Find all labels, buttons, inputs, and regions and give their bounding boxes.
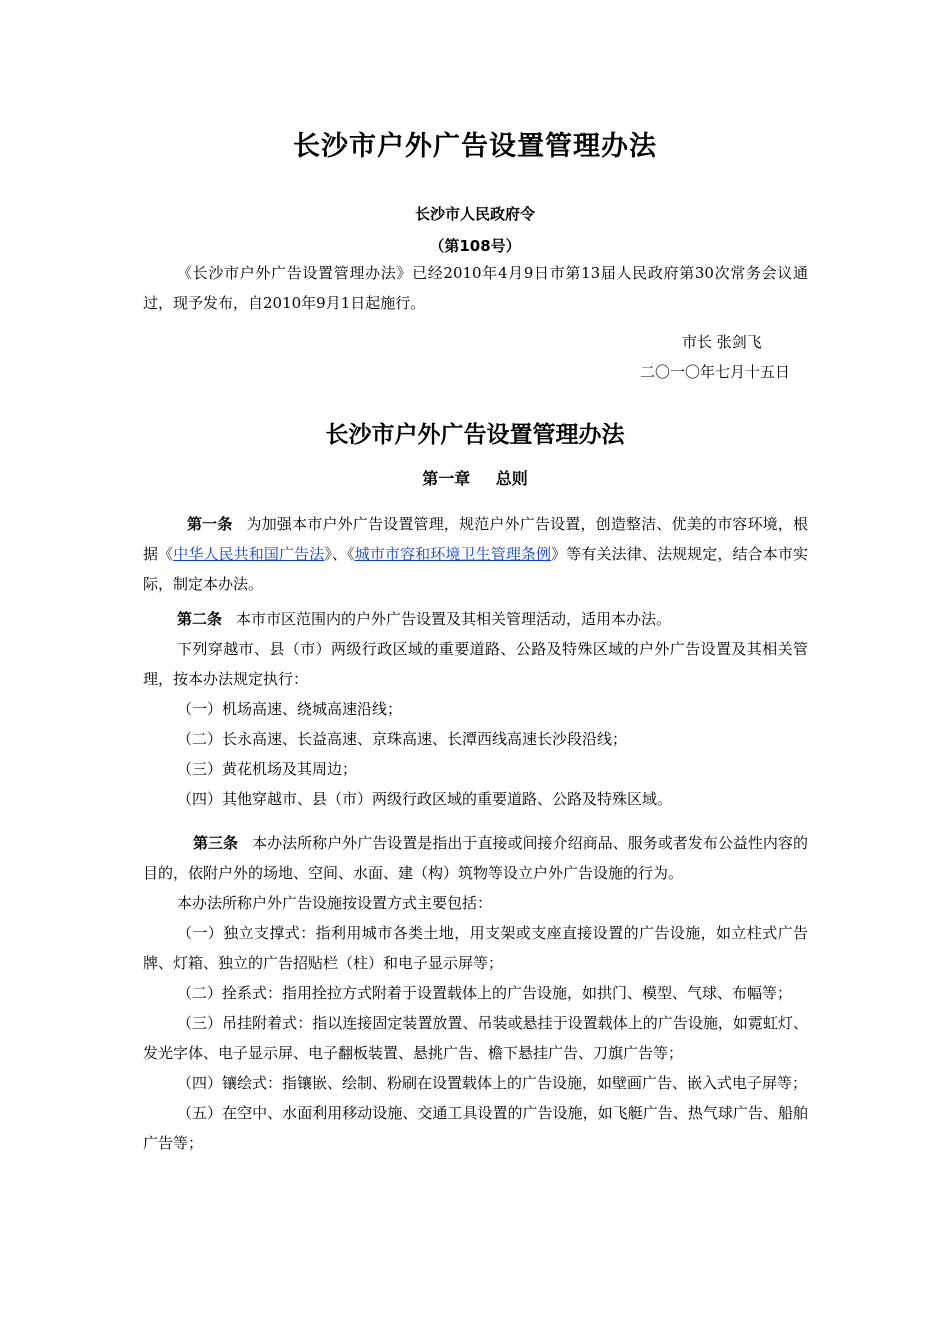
decree-date: 二〇一〇年七月十五日 [640,363,791,381]
document-title: 长沙市户外广告设置管理办法 [325,422,625,448]
article-3-item: （三）吊挂附着式：指以连接固定装置放置、吊装或悬挂于设置载体上的广告设施，如霓虹灯、发光字体、电子显示屏、电子翻板装置、悬挑广告、檐下悬挂广告、刀旗广告等； [143,1014,808,1062]
decree-issuer: 长沙市人民政府令 [414,205,535,223]
article-3-label: 第三条 [193,834,239,852]
article-1 [143,509,808,599]
article-1-paragraph [143,509,808,599]
article-3-paragraph [143,828,808,888]
article-1-text-a: 为加强本市户外广告设置管理，规范户外广告设置，创造整洁、优美的市容环境，根据《 [143,515,808,563]
article-2-paragraph-2: 下列穿越市、县（市）两级行政区域的重要道路、公路及特殊区域的户外广告设置及其相关管理，按本办法规定执行： [143,640,808,688]
article-3-item: （四）镶绘式：指镶嵌、绘制、粉刷在设置载体上的广告设施，如壁画广告、嵌入式电子屏等； [177,1074,808,1092]
decree-signatory: 市长 张剑飞 [682,333,762,351]
article-3-item: （二）拴系式：指用拴拉方式附着于设置载体上的广告设施，如拱门、模型、气球、布幅等； [177,984,793,1002]
article-1-label: 第一条 [187,515,233,533]
article-2-item: （三）黄花机场及其周边； [177,760,358,778]
article-3-item: （五）在空中、水面利用移动设施、交通工具设置的广告设施，如飞艇广告、热气球广告、船舶广告等； [143,1104,808,1152]
sanitation-regulation-link[interactable]: 城市市容和环境卫生管理条例 [354,545,552,563]
article-3-text: 本办法所称户外广告设置是指出于直接或间接介绍商品、服务或者发布公益性内容的目的，依附户外的场地、空间、水面、建（构）筑物等设立户外广告设施的行为。 [143,834,808,882]
article-1-text-c: 》等有关法律、法规规定，结合本市实际，制定本办法。 [143,545,808,593]
article-2-item: （一）机场高速、绕城高速沿线； [177,700,403,718]
page-title: 长沙市户外广告设置管理办法 [293,131,657,162]
article-2-item: （二）长永高速、长益高速、京珠高速、长潭西线高速长沙段沿线； [177,730,628,748]
article-3 [143,828,808,1158]
chapter-heading: 第一章 总则 [422,469,528,488]
article-2 [143,604,808,814]
article-3-paragraph-2: 本办法所称户外广告设施按设置方式主要包括： [177,894,493,912]
decree-statement-text: 《长沙市户外广告设置管理办法》已经2010年4月9日市第13届人民政府第30次常务会议通过，现予发布，自2010年9月1日起施行。 [143,264,808,312]
advertising-law-link[interactable]: 中华人民共和国广告法 [173,545,325,563]
article-3-item: （一）独立支撑式：指利用城市各类土地，用支架或支座直接设置的广告设施，如立柱式广告牌、灯箱、独立的广告招贴栏（柱）和电子显示屏等； [143,924,808,972]
article-2-text: 本市市区范围内的户外广告设置及其相关管理活动，适用本办法。 [236,610,672,628]
article-1-text-b: 》、《 [324,545,355,563]
article-2-item: （四）其他穿越市、县（市）两级行政区域的重要道路、公路及特殊区域。 [177,790,673,808]
article-2-paragraph [143,604,808,634]
decree-statement [143,258,808,318]
article-2-label: 第二条 [177,610,223,628]
decree-number: （第108号） [429,237,521,255]
